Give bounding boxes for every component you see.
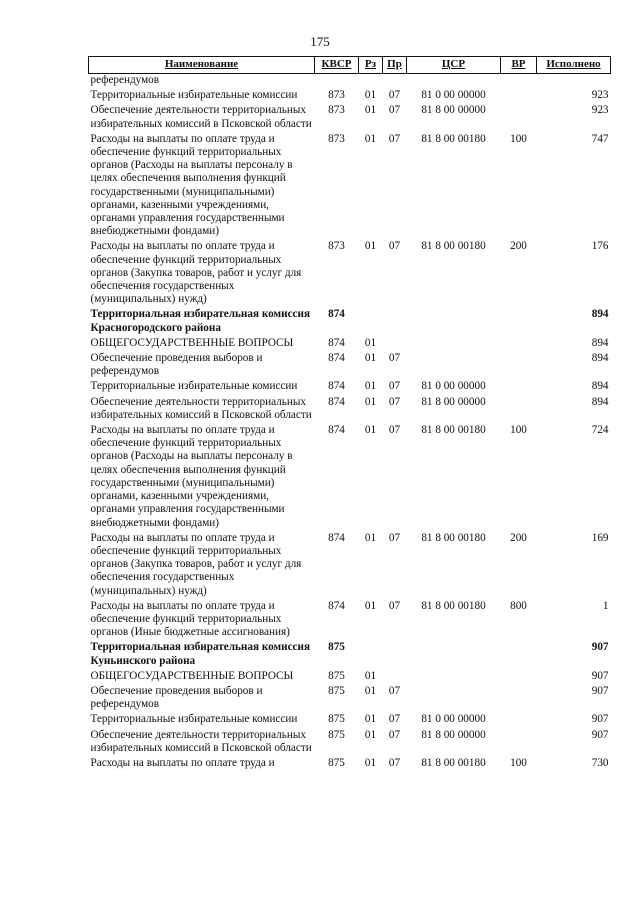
cell-rz: 01 xyxy=(364,104,377,117)
cell-sum: 907 xyxy=(591,713,609,726)
cell-kvsr: 874 xyxy=(328,380,345,393)
cell-kvsr: 874 xyxy=(328,336,345,349)
cell-kvsr: 874 xyxy=(328,352,345,365)
cell-csr: 81 8 00 00180 xyxy=(421,599,486,612)
cell-kvsr: 875 xyxy=(328,684,345,697)
table-row xyxy=(89,87,611,102)
table-row xyxy=(89,727,611,755)
cell-sum: 730 xyxy=(591,756,609,769)
cell-name: Обеспечение проведения выборов и референдумов xyxy=(90,352,263,378)
table-row xyxy=(89,238,611,306)
cell-sum: 907 xyxy=(591,728,609,741)
cell-rz: 01 xyxy=(364,713,377,726)
cell-rz: 01 xyxy=(364,352,377,365)
cell-pr: 07 xyxy=(388,132,401,145)
cell-name: Территориальная избирательная комиссия Красногородского района xyxy=(90,308,310,334)
table-header-row xyxy=(89,57,611,74)
cell-csr xyxy=(407,74,501,88)
cell-pr xyxy=(383,639,407,667)
cell-rz: 01 xyxy=(364,424,377,437)
cell-kvsr: 873 xyxy=(328,132,345,145)
cell-csr xyxy=(407,335,501,350)
cell-pr xyxy=(383,74,407,88)
cell-rz: 01 xyxy=(364,669,377,682)
cell-vr xyxy=(501,727,537,755)
cell-vr xyxy=(501,74,537,88)
cell-csr: 81 8 00 00180 xyxy=(421,531,486,544)
cell-csr: 81 0 00 00000 xyxy=(421,89,486,102)
table-row xyxy=(89,350,611,378)
cell-sum: 894 xyxy=(591,380,609,393)
cell-sum: 894 xyxy=(591,308,609,321)
cell-pr xyxy=(383,668,407,683)
cell-sum: 1 xyxy=(602,599,609,612)
cell-rz: 01 xyxy=(364,395,377,408)
header-sum: Исполнено xyxy=(537,57,611,74)
cell-csr xyxy=(407,350,501,378)
header-name: Наименование xyxy=(89,57,315,74)
cell-sum: 907 xyxy=(591,641,609,654)
cell-pr: 07 xyxy=(388,240,401,253)
cell-rz xyxy=(359,306,383,334)
cell-kvsr: 873 xyxy=(328,89,345,102)
section-header-row xyxy=(89,639,611,667)
cell-vr: 800 xyxy=(510,599,527,612)
cell-name: Расходы на выплаты по оплате труда и обеспечение функций территориальных органов (Иные бюджетные ассигнования) xyxy=(90,599,290,639)
cell-name: ОБЩЕГОСУДАРСТВЕННЫЕ ВОПРОСЫ xyxy=(90,669,294,682)
cell-name: Расходы на выплаты по оплате труда и xyxy=(90,756,275,769)
cell-pr: 07 xyxy=(388,599,401,612)
table-row xyxy=(89,711,611,726)
cell-csr xyxy=(407,639,501,667)
cell-pr: 07 xyxy=(388,728,401,741)
cell-vr xyxy=(501,306,537,334)
table-row xyxy=(89,530,611,598)
header-kvsr: КВСР xyxy=(315,57,359,74)
table-row xyxy=(89,335,611,350)
cell-kvsr: 873 xyxy=(328,104,345,117)
cell-kvsr: 874 xyxy=(328,531,345,544)
cell-kvsr: 875 xyxy=(328,669,345,682)
table-row xyxy=(89,668,611,683)
cell-csr: 81 8 00 00000 xyxy=(421,728,486,741)
cell-pr: 07 xyxy=(388,89,401,102)
cell-kvsr: 874 xyxy=(328,599,345,612)
cell-vr xyxy=(501,668,537,683)
cell-vr: 200 xyxy=(510,531,527,544)
cell-vr xyxy=(501,683,537,711)
cell-pr: 07 xyxy=(388,713,401,726)
cell-pr: 07 xyxy=(388,352,401,365)
table-row xyxy=(89,755,611,770)
table-row xyxy=(89,378,611,393)
cell-name: Территориальные избирательные комиссии xyxy=(90,713,298,726)
cell-rz: 01 xyxy=(364,531,377,544)
cell-csr: 81 8 00 00180 xyxy=(421,756,486,769)
cell-sum: 894 xyxy=(591,336,609,349)
table-row xyxy=(89,394,611,422)
cell-name: Территориальные избирательные комиссии xyxy=(90,380,298,393)
cell-rz xyxy=(359,639,383,667)
cell-name: референдумов xyxy=(90,74,160,86)
cell-rz: 01 xyxy=(364,756,377,769)
cell-sum xyxy=(537,74,611,88)
cell-vr: 100 xyxy=(510,132,527,145)
cell-kvsr: 874 xyxy=(328,395,345,408)
cell-vr xyxy=(501,102,537,130)
cell-rz: 01 xyxy=(364,684,377,697)
cell-sum: 894 xyxy=(591,352,609,365)
cell-vr xyxy=(501,335,537,350)
cell-pr xyxy=(383,335,407,350)
cell-vr xyxy=(501,639,537,667)
cell-vr xyxy=(501,711,537,726)
cell-rz: 01 xyxy=(364,240,377,253)
cell-kvsr: 875 xyxy=(328,756,345,769)
cell-kvsr: 874 xyxy=(328,308,345,321)
cell-name: Расходы на выплаты по оплате труда и обеспечение функций территориальных органов (Расходы на выплаты персоналу в целях обеспечения выполнения функций государственными (муниципальными) органами, казенными учреждениями, органами управления государственными внебюджетными фондами) xyxy=(90,132,293,238)
cell-sum: 724 xyxy=(591,424,609,437)
table-row xyxy=(89,683,611,711)
section-header-row xyxy=(89,306,611,334)
cell-kvsr xyxy=(315,74,359,88)
table-body xyxy=(89,74,611,771)
cell-kvsr: 874 xyxy=(328,424,345,437)
cell-sum: 747 xyxy=(591,132,609,145)
cell-sum: 894 xyxy=(591,395,609,408)
cell-name: Расходы на выплаты по оплате труда и обеспечение функций территориальных органов (Закупка товаров, работ и услуг для обеспечения государственных (муниципальных) нужд) xyxy=(90,531,302,597)
cell-rz: 01 xyxy=(364,132,377,145)
cell-name: Расходы на выплаты по оплате труда и обеспечение функций территориальных органов (Закупка товаров, работ и услуг для обеспечения государственных (муниципальных) нужд) xyxy=(90,240,302,306)
cell-pr: 07 xyxy=(388,424,401,437)
cell-sum: 923 xyxy=(591,89,609,102)
cell-name: ОБЩЕГОСУДАРСТВЕННЫЕ ВОПРОСЫ xyxy=(90,336,294,349)
cell-vr xyxy=(501,394,537,422)
table-row xyxy=(89,102,611,130)
cell-vr: 200 xyxy=(510,240,527,253)
header-pr: Пр xyxy=(383,57,407,74)
table-row xyxy=(89,598,611,640)
cell-pr xyxy=(383,306,407,334)
cell-csr: 81 8 00 00000 xyxy=(421,104,486,117)
cell-csr: 81 8 00 00180 xyxy=(421,424,486,437)
cell-rz: 01 xyxy=(364,728,377,741)
cell-name: Территориальные избирательные комиссии xyxy=(90,89,298,102)
header-vr: ВР xyxy=(501,57,537,74)
header-rz: Рз xyxy=(359,57,383,74)
cell-name: Обеспечение деятельности территориальных избирательных комиссий в Псковской области xyxy=(90,104,312,130)
cell-rz: 01 xyxy=(364,89,377,102)
cell-csr: 81 8 00 00180 xyxy=(421,240,486,253)
cell-pr: 07 xyxy=(388,684,401,697)
cell-csr: 81 0 00 00000 xyxy=(421,713,486,726)
cell-pr: 07 xyxy=(388,380,401,393)
table-row xyxy=(89,422,611,530)
cell-rz: 01 xyxy=(364,380,377,393)
cell-sum: 907 xyxy=(591,684,609,697)
table-row xyxy=(89,74,611,88)
cell-csr xyxy=(407,306,501,334)
cell-name: Расходы на выплаты по оплате труда и обеспечение функций территориальных органов (Расходы на выплаты персоналу в целях обеспечения выполнения функций государственными (муниципальными) органами, казенными учреждениями, органами управления государственными внебюджетными фондами) xyxy=(90,424,293,529)
cell-kvsr: 875 xyxy=(328,713,345,726)
cell-sum: 176 xyxy=(591,240,609,253)
cell-pr: 07 xyxy=(388,531,401,544)
cell-kvsr: 873 xyxy=(328,240,345,253)
cell-pr: 07 xyxy=(388,104,401,117)
cell-name: Территориальная избирательная комиссия Куньинского района xyxy=(90,641,310,667)
cell-rz: 01 xyxy=(364,599,377,612)
cell-rz: 01 xyxy=(364,336,377,349)
cell-rz xyxy=(359,74,383,88)
cell-vr: 100 xyxy=(510,756,527,769)
cell-vr xyxy=(501,378,537,393)
cell-csr: 81 8 00 00180 xyxy=(421,132,486,145)
cell-csr xyxy=(407,683,501,711)
cell-pr: 07 xyxy=(388,756,401,769)
cell-sum: 923 xyxy=(591,104,609,117)
header-csr: ЦСР xyxy=(407,57,501,74)
cell-kvsr: 875 xyxy=(328,728,345,741)
cell-csr: 81 8 00 00000 xyxy=(421,395,486,408)
cell-vr xyxy=(501,87,537,102)
table-row xyxy=(89,131,611,239)
cell-csr: 81 0 00 00000 xyxy=(421,380,486,393)
cell-sum: 169 xyxy=(591,531,609,544)
cell-vr xyxy=(501,350,537,378)
page-number: 175 xyxy=(310,34,330,49)
cell-vr: 100 xyxy=(510,424,527,437)
budget-table xyxy=(88,56,611,770)
cell-csr xyxy=(407,668,501,683)
cell-name: Обеспечение деятельности территориальных избирательных комиссий в Псковской области xyxy=(90,728,312,754)
cell-sum: 907 xyxy=(591,669,609,682)
cell-kvsr: 875 xyxy=(328,641,345,654)
cell-name: Обеспечение проведения выборов и референдумов xyxy=(90,684,263,711)
cell-name: Обеспечение деятельности территориальных избирательных комиссий в Псковской области xyxy=(90,395,312,421)
cell-pr: 07 xyxy=(388,395,401,408)
